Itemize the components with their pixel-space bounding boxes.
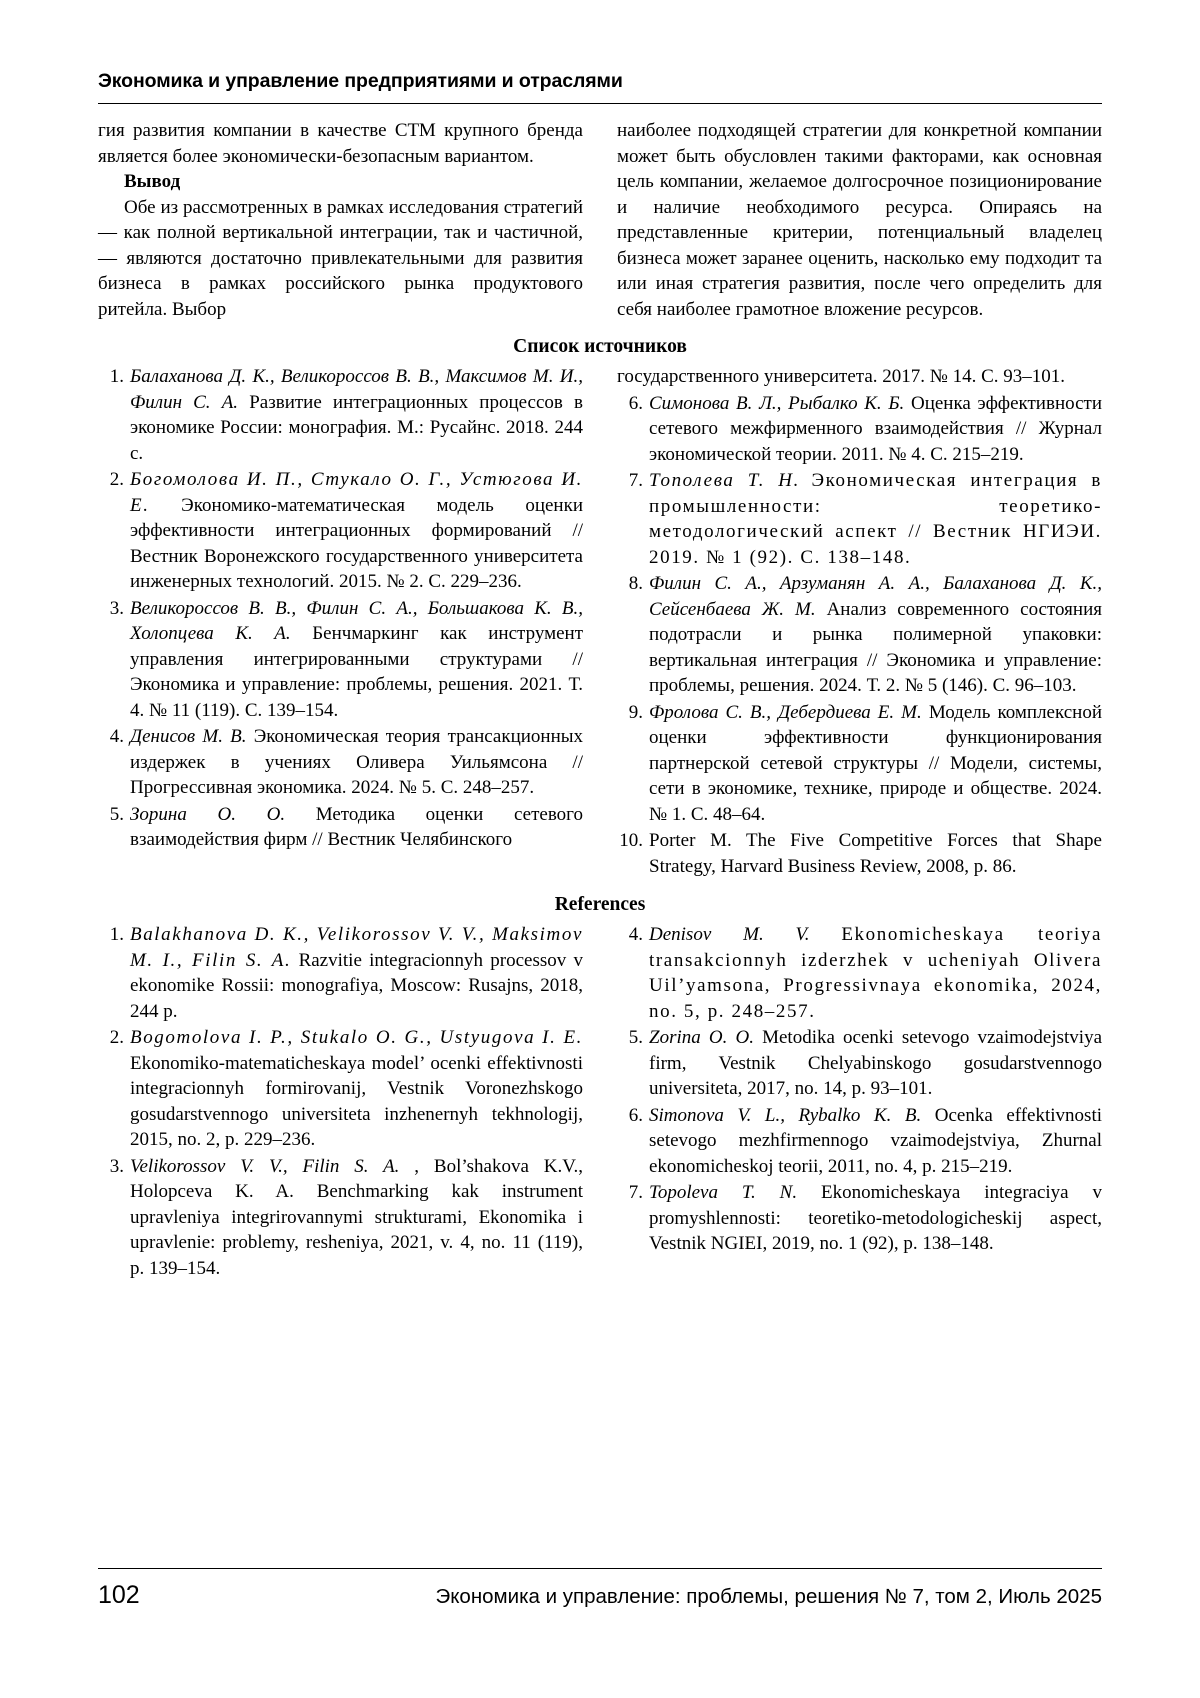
page-content (98, 70, 1102, 1282)
references-list-left (98, 922, 583, 1281)
references-columns (98, 922, 1102, 1282)
running-head: Экономика и управление предприятиями и отраслями (98, 70, 623, 92)
list-item (98, 364, 583, 466)
references-column-left (98, 922, 583, 1282)
references-title: References (554, 894, 646, 915)
list-item (617, 1180, 1102, 1257)
list-item-number: 7. (628, 470, 643, 491)
list-item (617, 1025, 1102, 1102)
footer-row (98, 1581, 1102, 1610)
sources-column-right (617, 364, 1102, 880)
list-item-text: Методика оценки сетевого взаимодействия фирм // Вестник Челябинского (130, 803, 583, 850)
paragraph-continuation: гия развития компании в качестве СТМ крупного бренда является более экономически-безопасным вариантом. (98, 120, 583, 167)
list-item-authors: Симонова В. Л., Рыбалко К. Б. (649, 392, 905, 414)
list-item-authors: Bogomolova I. P., Stukalo O. G., Ustyugova I. E. (130, 1027, 583, 1048)
list-item-number: 7. (628, 1182, 643, 1203)
list-item (98, 922, 583, 1024)
list-item-number: 4. (109, 726, 124, 747)
list-item (98, 596, 583, 724)
list-item-number: 10. (619, 830, 643, 851)
list-item-authors: Balakhanova D. K., Velikorossov V. V., Maksimov M. I., Filin S. A. (130, 924, 583, 971)
list-item (617, 468, 1102, 570)
list-item-number: 6. (628, 392, 643, 414)
sources-list-right (617, 364, 1102, 879)
header-divider (98, 103, 1102, 104)
list-item-text: Бенчмаркинг как инструмент управления интегрированными структурами // Экономика и управление: проблемы, решения. 2021. Т. 4. № 11 (119). С. 139–154. (130, 623, 583, 721)
list-item-text: Развитие интеграционных процессов в экономике России: монография. М.: Русайнс. 2018. 244 с. (130, 391, 583, 464)
list-item (98, 802, 583, 853)
list-item-authors: Zorina O. O. (649, 1027, 754, 1048)
list-item-number: 8. (628, 573, 643, 594)
list-item-number: 3. (109, 597, 124, 619)
list-item-text: Экономическая интеграция в промышленности: теоретико-методологический аспект // Вестник НГИЭИ. 2019. № 1 (92). С. 138–148. (649, 470, 1102, 568)
sources-column-left (98, 364, 583, 880)
list-item (98, 467, 583, 595)
list-item-number: 1. (109, 366, 124, 387)
list-item-number: 2. (109, 1027, 124, 1048)
list-item-number: 9. (628, 701, 643, 723)
list-item-authors: Великороссов В. В., Филин С. А., Большакова К. В., Холопцева К. А. (130, 597, 583, 644)
list-item (617, 828, 1102, 879)
footer-divider (98, 1568, 1102, 1569)
list-item-number: 2. (109, 469, 124, 490)
list-item-number: 4. (628, 924, 643, 945)
list-item-authors: Филин С. А., Арзуманян А. А., Балаханова Д. К., Сейсенбаева Ж. М. (649, 573, 1102, 620)
list-item-text: Razvitie integracionnyh processov v ekonomike Rossii: monografiya, Moscow: Rusajns, 2018, 244 p. (130, 949, 583, 1022)
list-item-text: Оценка эффективности сетевого межфирменного взаимодействия // Журнал экономической теории. 2011. № 4. С. 215–219. (649, 392, 1102, 465)
list-item-authors: Фролова С. В., Дебердиева Е. М. (649, 701, 922, 723)
list-item-text: государственного университета. 2017. № 14. С. 93–101. (617, 366, 1066, 387)
sources-list-left (98, 364, 583, 853)
list-item-authors: Topoleva T. N. (649, 1182, 798, 1203)
list-item-authors: Богомолова И. П., Стукало О. Г., Устюгова И. Е. (130, 469, 583, 516)
list-item-text: Porter M. The Five Competitive Forces that Shape Strategy, Harvard Business Review, 2008, p. 86. (649, 830, 1102, 877)
list-item-number: 6. (628, 1104, 643, 1126)
journal-title: Экономика и управление: проблемы, решения № 7, том 2, Июль 2025 (435, 1585, 1102, 1608)
list-item-text: Ekonomicheskaya integraciya v promyshlennosti: teoretiko-metodologicheskij aspect, Vestnik NGIEI, 2019, no. 1 (92), p. 138–148. (649, 1182, 1103, 1254)
list-item-text: , Bol’shakova K.V., Holopceva K. A. Benchmarking kak instrument upravleniya integrirovannymi strukturami, Ekonomika i upravlenie: problemy, resheniya, 2021, v. 4, no. 11 (119), p. 139–154. (130, 1155, 584, 1279)
list-item-text: Экономико-математическая модель оценки эффективности интеграционных формирований // Вестник Воронежского государственного университета инженерных технологий. 2015. № 2. С. 229–236. (130, 494, 584, 592)
list-item-number: 5. (109, 803, 124, 825)
list-item (617, 571, 1102, 699)
list-item (617, 1103, 1102, 1180)
list-item-authors: Балаханова Д. К., Великороссов В. В., Максимов М. И., Филин С. А. (130, 366, 583, 413)
conclusion-paragraph: Обе из рассмотренных в рамках исследования стратегий — как полной вертикальной интеграции, так и частичной, — являются достаточно привлекательными для развития бизнеса в рамках российского рынка продуктового ритейла. Выбор (98, 196, 583, 320)
list-item-authors: Denisov M. V. (649, 924, 810, 945)
list-item (98, 1154, 583, 1282)
sources-title: Список источников (513, 336, 687, 357)
paragraph-right-continuation: наиболее подходящей стратегии для конкретной компании может быть обусловлен такими факторами, как основная цель компании, желаемое долгосрочное позиционирование и наличие необходимого ресурса. Опираясь на представленные критерии, потенциальный владелец бизнеса может заранее оценить, насколько ему подходит та или иная стратегия развития, после чего определить для себя наиболее грамотное вложение ресурсов. (617, 120, 1102, 320)
list-item-authors: Velikorossov V. V., Filin S. A. (130, 1155, 400, 1177)
sources-columns (98, 364, 1102, 880)
list-item-authors: Тополева Т. Н. (649, 470, 800, 491)
body-column-right (617, 118, 1102, 322)
list-item (617, 922, 1102, 1024)
references-column-right (617, 922, 1102, 1282)
list-item-text: Ocenka effektivnosti setevogo mezhfirmennogo vzaimodejstviya, Zhurnal ekonomicheskoj teorii, 2011, no. 4, p. 215–219. (649, 1104, 1102, 1177)
list-item-text: Ekonomicheskaya teoriya transakcionnyh izderzhek v ucheniyah Olivera Uil’yamsona, Progressivnaya ekonomika, 2024, no. 5, p. 248–257. (649, 924, 1103, 1022)
list-item (617, 391, 1102, 468)
list-item (98, 1025, 583, 1153)
list-item-text: Экономическая теория трансакционных издержек в учениях Оливера Уильямсона // Прогрессивная экономика. 2024. № 5. С. 248–257. (130, 726, 584, 798)
list-item-number: 5. (628, 1027, 643, 1048)
list-item (617, 700, 1102, 828)
list-item-authors: Simonova V. L., Rybalko K. B. (649, 1104, 922, 1126)
body-columns (98, 118, 1102, 322)
list-item-text: Анализ современного состояния подотрасли и рынка полимерной упаковки: вертикальная интеграция // Экономика и управление: проблемы, решения. 2024. Т. 2. № 5 (146). С. 96–103. (649, 598, 1102, 696)
page-number: 102 (98, 1581, 140, 1609)
list-item-number: 3. (109, 1155, 124, 1177)
references-list-right (617, 922, 1102, 1257)
list-item-number: 1. (109, 924, 124, 945)
conclusion-heading: Вывод (124, 171, 181, 192)
list-item-authors: Денисов М. В. (130, 726, 247, 747)
list-item (98, 724, 583, 801)
list-item-text: Ekonomiko-matematicheskaya model’ ocenki effektivnosti integracionnyh formirovanij, Vestnik Voronezhskogo gosudarstvennogo universiteta inzhenernyh tekhnologij, 2015, no. 2, p. 229–236. (130, 1052, 583, 1150)
page-footer (98, 1568, 1102, 1610)
list-item-authors: Зорина О. О. (130, 803, 286, 825)
list-item-text: Модель комплексной оценки эффективности функционирования партнерской сетевой структуры // Модели, системы, сети в экономике, технике, природе и обществе. 2024. № 1. С. 48–64. (649, 701, 1103, 825)
list-item (617, 364, 1102, 390)
list-item-text: Metodika ocenki setevogo vzaimodejstviya firm, Vestnik Chelyabinskogo gosudarstvennogo universiteta, 2017, no. 14, p. 93–101. (649, 1027, 1103, 1099)
body-column-left (98, 118, 583, 322)
